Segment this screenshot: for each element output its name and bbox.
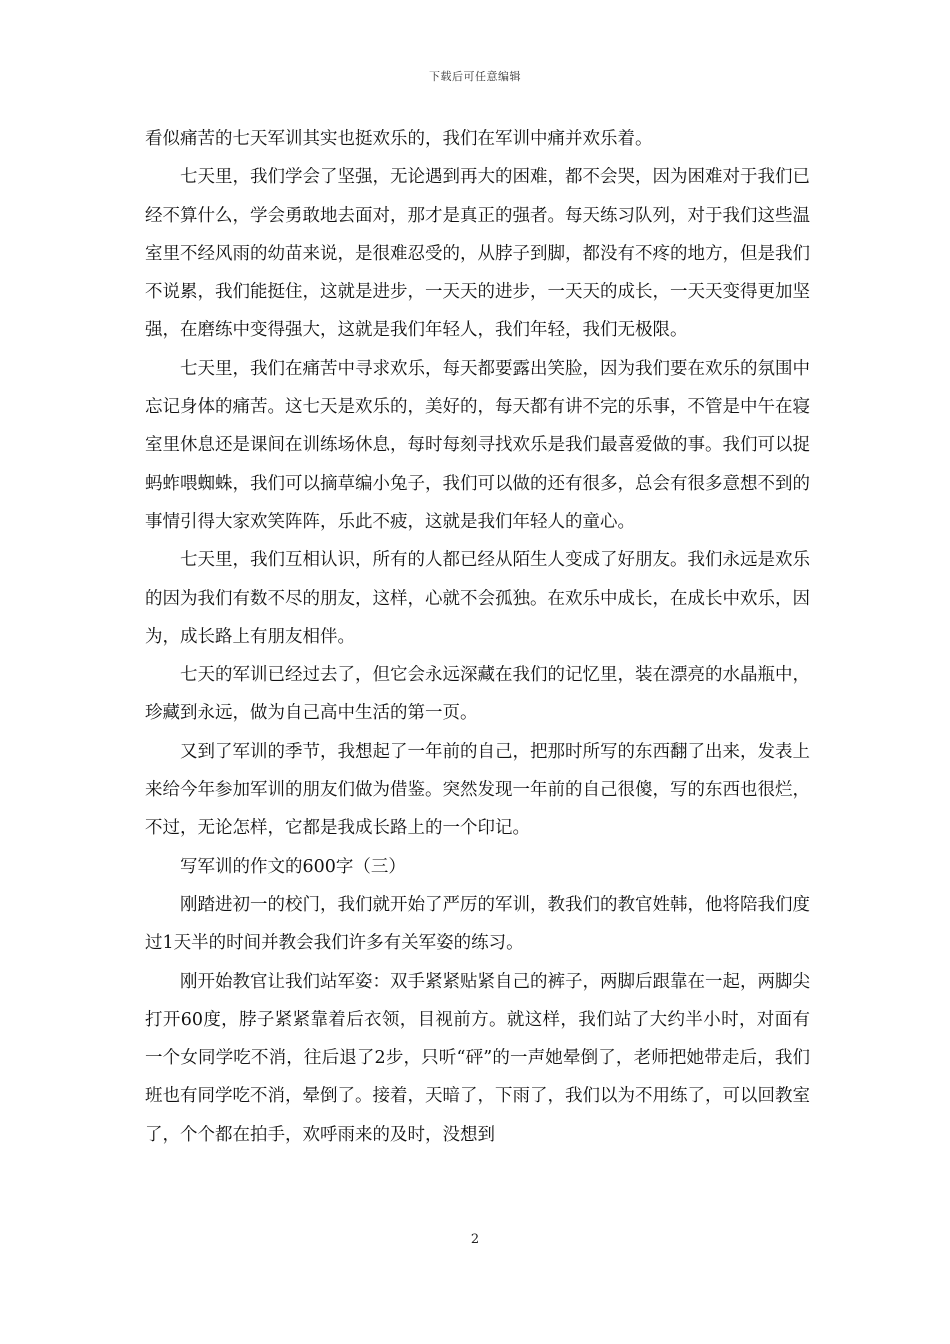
paragraph: 七天里，我们互相认识，所有的人都已经从陌生人变成了好朋友。我们永远是欢乐的因为我们有数不尽的朋友，这样，心就不会孤独。在欢乐中成长，在成长中欢乐，因为，成长路上有朋友相伴。 [145, 550, 810, 647]
paragraph: 七天里，我们在痛苦中寻求欢乐，每天都要露出笑脸，因为我们要在欢乐的氛围中忘记身体的痛苦。这七天是欢乐的，美好的，每天都有讲不完的乐事，不管是中午在寝室里休息还是课间在训练场休息，每时每刻寻找欢乐是我们最喜爱做的事。我们可以捉蚂蚱喂蜘蛛，我们可以摘草编小兔子，我们可以做的还有很多，总会有很多意想不到的事情引得大家欢笑阵阵，乐此不疲，这就是我们年轻人的童心。 [145, 358, 810, 532]
paragraph: 又到了军训的季节，我想起了一年前的自己，把那时所写的东西翻了出来，发表上来给今年参加军训的朋友们做为借鉴。突然发现一年前的自己很傻，写的东西也很烂，不过，无论怎样，它都是我成长路上的一个印记。 [145, 741, 810, 839]
paragraph: 七天的军训已经过去了，但它会永远深藏在我们的记忆里，装在漂亮的水晶瓶中，珍藏到永远，做为自己高中生活的第一页。 [145, 665, 810, 724]
page-number: 2 [470, 1232, 480, 1247]
paragraph: 刚踏进初一的校门，我们就开始了严厉的军训，教我们的教官姓韩，他将陪我们度过1天半的时间并教会我们许多有关军姿的练习。 [145, 894, 810, 954]
document-body [145, 120, 810, 1154]
section-heading: 写军训的作文的600字（三） [180, 856, 406, 877]
paragraph: 刚开始教官让我们站军姿：双手紧紧贴紧自己的裤子，两脚后跟靠在一起，两脚尖打开60度，脖子紧紧靠着后衣领，目视前方。就这样，我们站了大约半小时，对面有一个女同学吃不消，往后退了2步，只听“砰”的一声她晕倒了，老师把她带走后，我们班也有同学吃不消，晕倒了。接着，天暗了，下雨了，我们以为不用练了，可以回教室了，个个都在拍手，欢呼雨来的及时，没想到 [145, 971, 810, 1145]
paragraph: 七天里，我们学会了坚强，无论遇到再大的困难，都不会哭，因为困难对于我们已经不算什么，学会勇敢地去面对，那才是真正的强者。每天练习队列，对于我们这些温室里不经风雨的幼苗来说，是很难忍受的，从脖子到脚，都没有不疼的地方，但是我们不说累，我们能挺住，这就是进步，一天天的进步，一天天的成长，一天天变得更加坚强，在磨练中变得强大，这就是我们年轻人，我们年轻，我们无极限。 [145, 167, 810, 341]
page-header: 下载后可任意编辑 [429, 70, 521, 83]
paragraph: 看似痛苦的七天军训其实也挺欢乐的，我们在军训中痛并欢乐着。 [145, 129, 653, 149]
